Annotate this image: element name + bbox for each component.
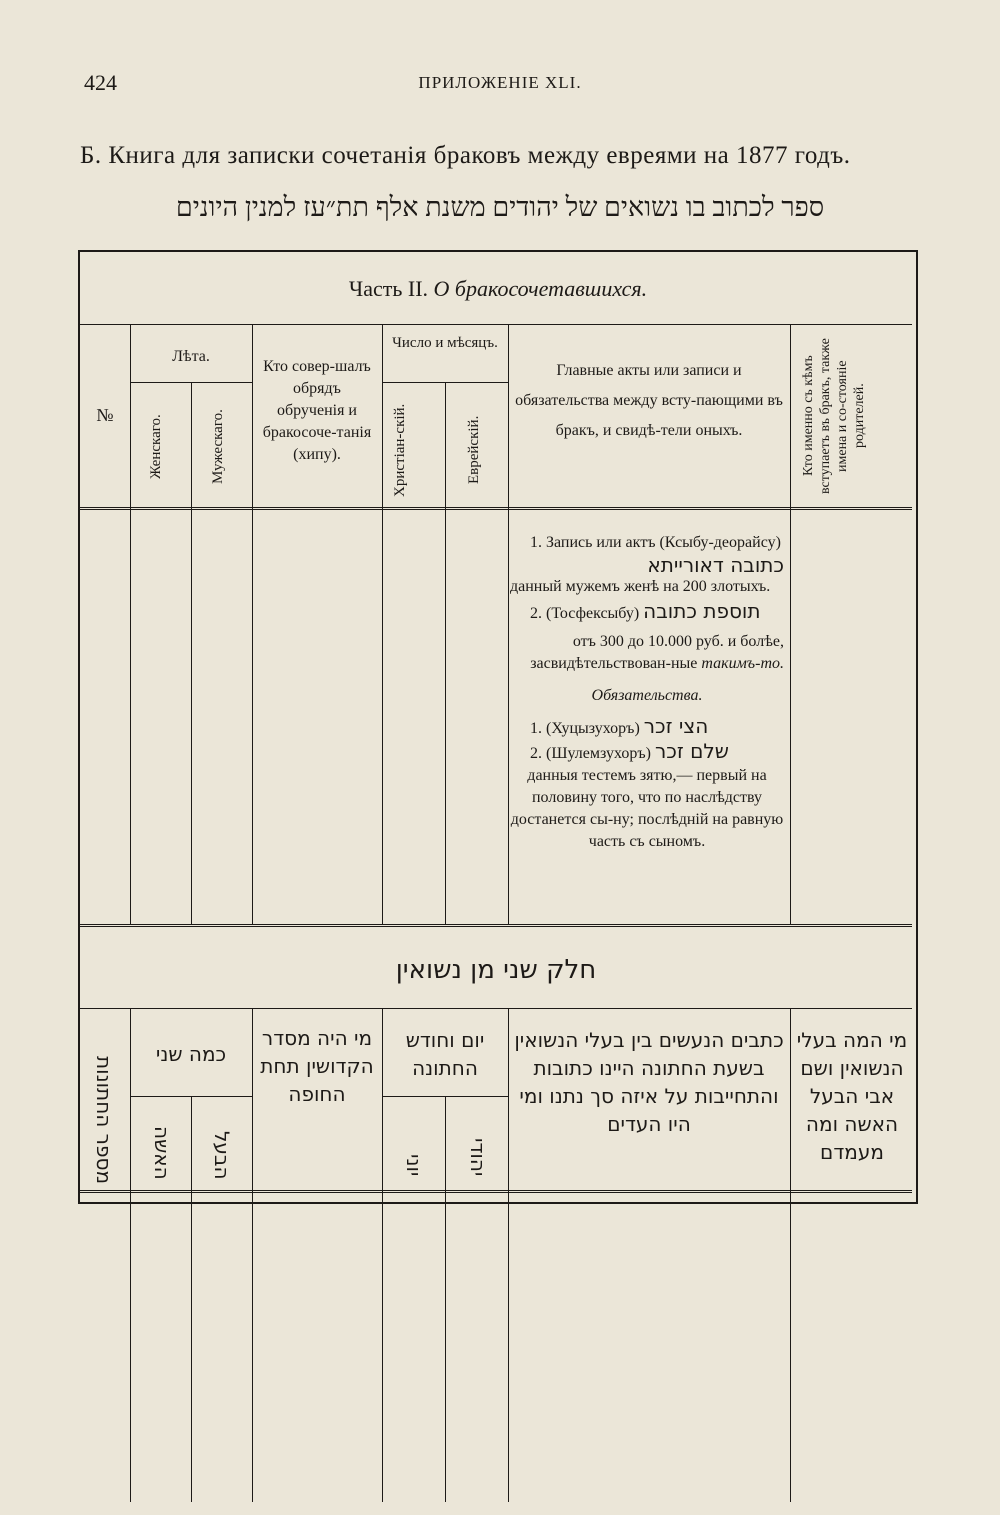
rule [130,1192,131,1502]
col-who: Кто именно съ кѣмъ вступаетъ въ бракъ, также имена и со-стояніе родителей. [801,338,867,494]
part-heading: Часть II. О бракосочетавшихся. [348,276,648,301]
col-number: № [96,405,114,425]
entry-line: 2. (Шулемзухоръ) שלם זכר [530,739,729,763]
heb-col-greek: יוני [402,1153,426,1176]
heb-col-who: מי המה בעלי הנשואין ושם אבי הבעל האשה ומה מעמדם [796,1028,908,1164]
entry-line: 1. (Хуцызухоръ) הצי זכר [530,714,709,738]
rule [790,1192,791,1502]
heb-col-years: כמה שני [155,1042,227,1066]
heb-col-officiant: מי היה מסדר הקדושין תחת החופה [260,1026,374,1106]
entry-hebrew: כתובה דאורייתא [647,553,784,577]
rule [80,1008,912,1009]
rule [191,1096,192,1192]
rule [382,1008,383,1192]
hebrew-title: ספר לכתוב בו נשואים של יהודים משנת אלף תת״עז למנין היונים [175,192,825,222]
rule [790,324,791,924]
heb-col-documents: כתבים הנעשים בין בעלי הנשואין בשעת החתונה היינו כתובות והתחייבות על איזה סך נתנו ומי היו העדים [514,1028,784,1136]
heb-col-wife: האשה [150,1126,174,1180]
col-officiant: Кто совер-шалъ обрядъ обрученія и бракосоче-танія (хипу). [262,358,372,463]
rule [80,924,912,927]
rule [445,382,446,924]
col-acts: Главные акты или записи и обязательства между всту-пающими въ бракъ, и свидѣ-тели оныхъ. [515,362,783,439]
col-date: Число и мѣсяцъ. [392,335,498,351]
rule [130,324,131,924]
heb-col-husband: הבעל [210,1131,234,1180]
rule [252,1192,253,1502]
rule [130,1008,131,1192]
rule [382,1192,383,1502]
rule [445,1096,446,1192]
rule [508,1008,509,1192]
entry-line: 1. Запись или актъ (Ксыбу-деорайсу) [530,534,781,551]
rule [445,1192,446,1502]
rule [508,1192,509,1502]
heb-col-number: מספר החתונות [92,1055,116,1184]
obligations-heading: Обязательства. [591,687,703,704]
rule [508,324,509,924]
heb-col-date: יום וחודש החתונה [405,1028,485,1080]
entry-line: 2. (Тосфексыбу) תוספת כתובה [530,599,761,623]
page-number: 424 [84,70,117,95]
rule [382,324,383,924]
rule [252,1008,253,1192]
entry-line: данный мужемъ женѣ на 200 злотыхъ. [510,578,771,595]
col-years: Лѣта. [172,348,210,365]
entry-line: отъ 300 до 10.000 руб. и болѣе, засвидѣтельствован-ные такимъ-то. [530,633,784,672]
col-christian: Христіан-скій. [392,403,408,497]
col-female: Женскаго. [148,414,164,480]
rule [191,382,192,924]
rule [80,507,912,510]
rule [80,324,912,325]
entry-line: данныя тестемъ зятю,— первый на половину того, что по наслѣдству достанется сы-ну; послѣдній на равную часть съ сыномъ. [510,767,784,850]
rule [790,1008,791,1192]
page-title: Б. Книга для записки сочетанія браковъ между евреями на 1877 годъ. [80,142,851,169]
rule [191,1192,192,1502]
heb-col-jewish: יהודי [466,1137,490,1176]
running-head: ПРИЛОЖЕНІЕ XLI. [418,73,582,92]
rule [252,324,253,924]
rule [80,1190,912,1193]
hebrew-part-heading: חלק שני מן נשואין [395,955,597,985]
entry-block [510,532,784,853]
col-jewish: Еврейскій. [466,415,482,485]
col-male: Мужескаго. [210,409,226,485]
